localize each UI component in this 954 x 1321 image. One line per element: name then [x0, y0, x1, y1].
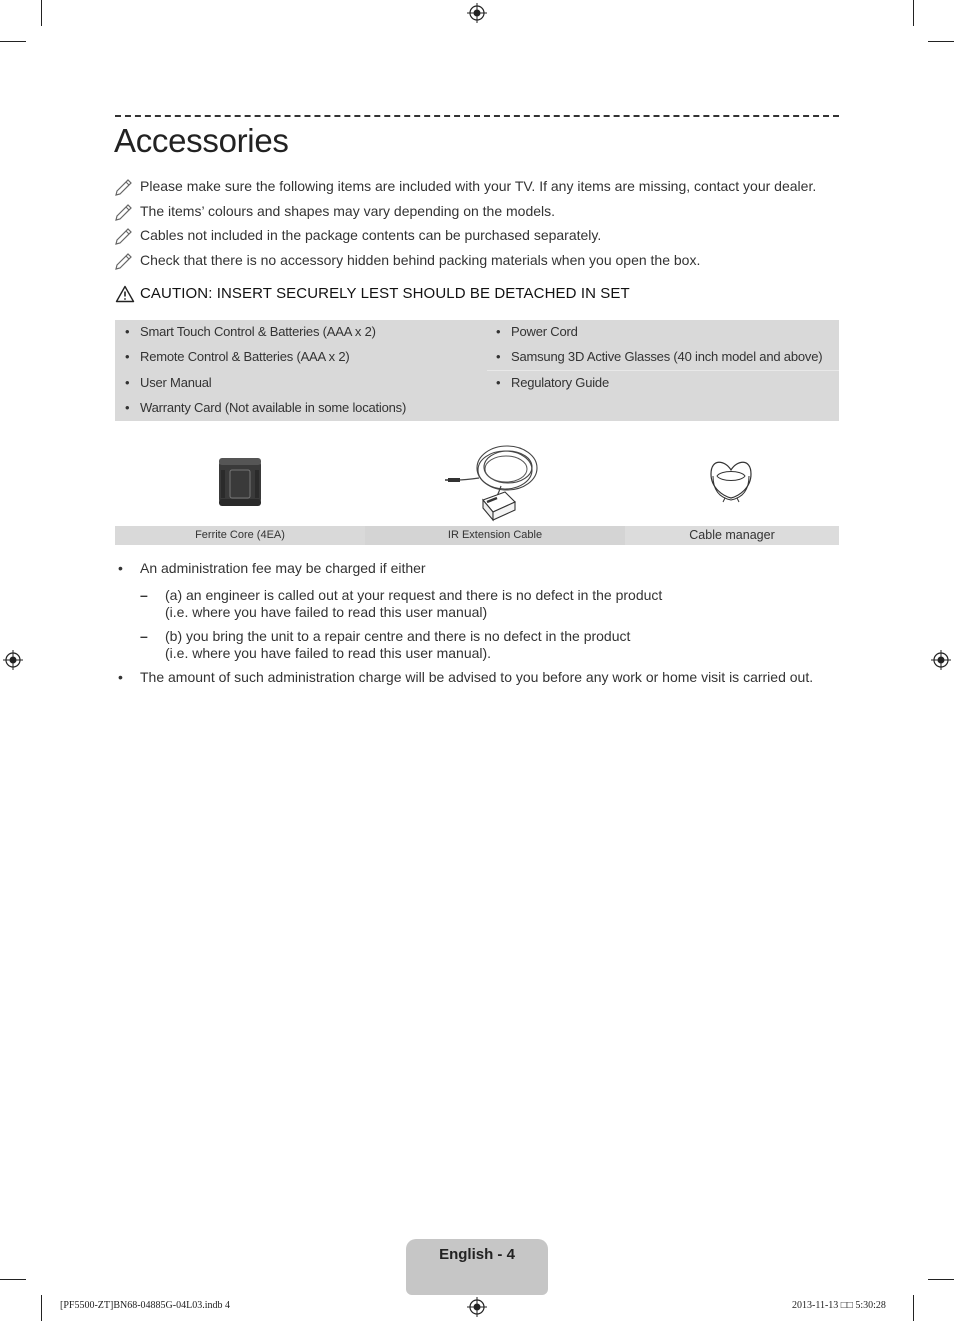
- note-text: Please make sure the following items are included with your TV. If any items are missing, contact your dealer.: [140, 178, 817, 194]
- crop-mark: [41, 1295, 42, 1321]
- caution-text: CAUTION: INSERT SECURELY LEST SHOULD BE DETACHED IN SET: [140, 285, 630, 302]
- page-number-tab: [406, 1239, 548, 1295]
- ir-extension-cable-icon: [445, 440, 541, 526]
- fee-intro-text: An administration fee may be charged if either: [140, 560, 426, 576]
- crop-mark: [0, 41, 26, 42]
- cable-manager-caption: Cable manager: [689, 528, 775, 542]
- pencil-note-icon: [115, 225, 133, 245]
- page-number-label: English - 4: [439, 1246, 515, 1263]
- note-text: Cables not included in the package contents can be purchased separately.: [140, 227, 602, 243]
- crop-mark: [928, 1279, 954, 1280]
- registration-mark-icon: [467, 3, 487, 23]
- crop-mark: [41, 0, 42, 26]
- section-divider: [115, 115, 839, 117]
- caption-bar: [115, 526, 839, 545]
- crop-mark: [928, 41, 954, 42]
- registration-mark-icon: [467, 1297, 487, 1317]
- note-text: Check that there is no accessory hidden behind packing materials when you open the box.: [140, 251, 701, 268]
- note-item: [115, 225, 839, 250]
- pencil-note-icon: [115, 250, 133, 270]
- row-divider: [487, 370, 839, 371]
- note-item: [115, 201, 839, 226]
- footer-timestamp: 2013-11-13 □□ 5:30:28: [792, 1300, 886, 1311]
- ferrite-core-icon: [210, 440, 270, 526]
- note-text: The items’ colours and shapes may vary depending on the models.: [140, 202, 556, 219]
- note-item: [115, 176, 839, 201]
- crop-mark: [0, 1279, 26, 1280]
- pencil-note-icon: [115, 201, 133, 221]
- fee-closing-text: The amount of such administration charge will be advised to you before any work or home visit is carried out.: [140, 669, 814, 685]
- pencil-note-icon: [115, 176, 133, 196]
- registration-mark-icon: [931, 650, 951, 670]
- ir-extension-cable-caption: IR Extension Cable: [447, 529, 543, 541]
- page-title: Accessories: [114, 122, 289, 159]
- note-item: [115, 250, 839, 275]
- ferrite-core-caption: Ferrite Core (4EA): [195, 529, 285, 541]
- registration-mark-icon: [3, 650, 23, 670]
- warning-triangle-icon: [115, 285, 135, 303]
- notes-list: [115, 176, 839, 274]
- crop-mark: [913, 1295, 914, 1321]
- footer-file-info: [PF5500-ZT]BN68-04885G-04L03.indb 4: [60, 1300, 230, 1311]
- accessories-list: • Smart Touch Control & Batteries (AAA x 2) • Remote Control & Batteries (AAA x 2) • User Manual • Warranty Card (Not available in some locations) • Power Cord • Samsung 3D Active Glasses (40 inch model and above) • Regulatory Guide: [115, 320, 839, 421]
- cable-manager-icon: [703, 440, 759, 526]
- crop-mark: [913, 0, 914, 26]
